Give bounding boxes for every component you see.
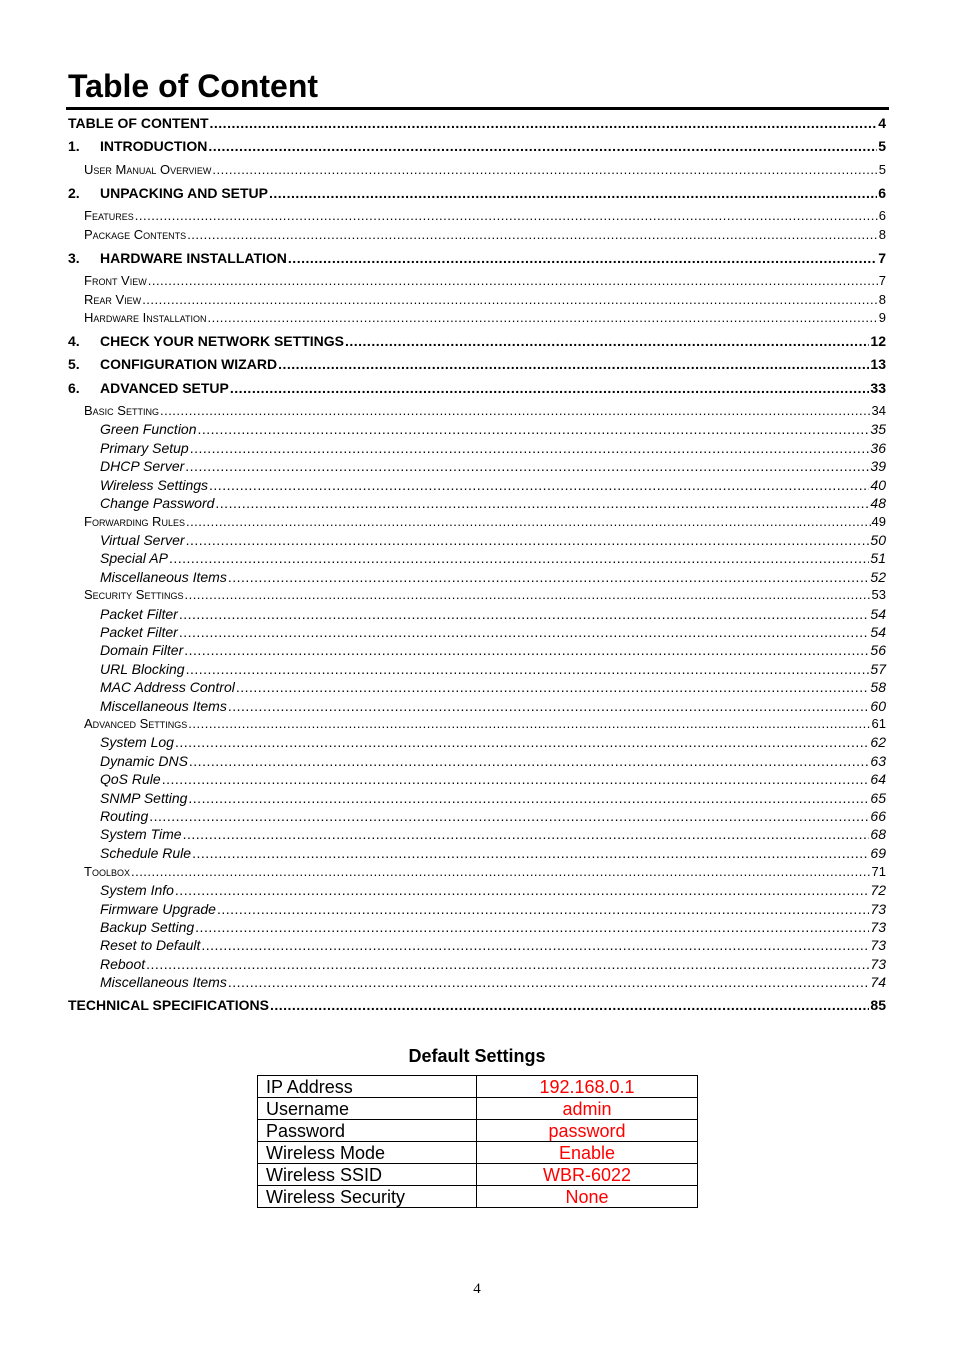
dot-leader <box>192 845 869 861</box>
dot-leader <box>230 380 870 396</box>
toc-entry[interactable] <box>68 550 886 566</box>
toc-page-number: 61 <box>871 716 886 731</box>
dot-leader <box>184 587 870 602</box>
toc-section-number: 6. <box>68 380 80 396</box>
toc-entry[interactable] <box>68 421 886 437</box>
toc-page-number: 73 <box>870 937 886 953</box>
toc-page-number: 5 <box>878 162 886 177</box>
toc-page-number: 50 <box>870 532 886 548</box>
dot-leader <box>215 495 869 511</box>
toc-entry-text: Routing <box>100 808 149 824</box>
toc-entry-text: HARDWARE INSTALLATION <box>100 250 287 266</box>
toc-entry-label <box>68 380 229 396</box>
toc-entry-text: Miscellaneous Items <box>100 974 227 990</box>
toc-entry[interactable] <box>68 771 886 787</box>
toc-entry-text: Dynamic DNS <box>100 753 188 769</box>
toc-entry-text: CONFIGURATION WIZARD <box>100 356 278 372</box>
toc-page-number: 58 <box>870 679 886 695</box>
toc-page-number: 54 <box>870 624 886 640</box>
toc-entry-text: TABLE OF CONTENT <box>68 115 209 131</box>
setting-name: Wireless SSID <box>258 1164 477 1186</box>
toc-entry-label <box>100 901 216 917</box>
toc-page-number: 68 <box>870 826 886 842</box>
dot-leader <box>185 458 869 474</box>
settings-row <box>258 1164 698 1186</box>
toc-page-number: 33 <box>870 380 886 396</box>
toc-entry-text: Special AP <box>100 550 168 566</box>
toc-entry[interactable] <box>68 882 886 898</box>
setting-name: Password <box>258 1120 477 1142</box>
toc-entry[interactable] <box>68 956 886 972</box>
toc-section-number: 5. <box>68 356 80 372</box>
toc-section-number: 4. <box>68 333 80 349</box>
toc-entry-text: Basic Setting <box>84 403 159 418</box>
toc-entry-text: Change Password <box>100 495 215 511</box>
dot-leader <box>186 661 870 677</box>
toc-entry-text: Miscellaneous Items <box>100 569 227 585</box>
toc-entry[interactable] <box>68 458 886 474</box>
toc-entry-text: Forwarding Rules <box>84 514 185 529</box>
page-title: Table of Content <box>68 68 319 104</box>
toc-entry-text: DHCP Server <box>100 458 185 474</box>
toc-entry-label <box>100 532 185 548</box>
dot-leader <box>201 937 869 953</box>
toc-page-number: 48 <box>870 495 886 511</box>
toc-entry-text: TECHNICAL SPECIFICATIONS <box>68 997 269 1013</box>
toc-page-number: 62 <box>870 734 886 750</box>
toc-page-number: 60 <box>870 698 886 714</box>
toc-entry-text: QoS Rule <box>100 771 161 787</box>
dot-leader <box>288 250 877 266</box>
toc-entry[interactable] <box>68 790 886 806</box>
toc-entry-label <box>100 642 183 658</box>
toc-entry[interactable] <box>68 514 886 529</box>
toc-entry-label <box>100 679 235 695</box>
toc-entry[interactable] <box>68 477 886 493</box>
dot-leader <box>179 606 870 622</box>
toc-entry-label <box>100 790 187 806</box>
toc-entry[interactable] <box>68 698 886 714</box>
toc-page-number: 65 <box>870 790 886 806</box>
dot-leader <box>208 138 877 154</box>
toc-entry-label <box>84 227 186 242</box>
default-settings-title: Default Settings <box>408 1046 546 1066</box>
toc-entry[interactable] <box>68 440 886 456</box>
dot-leader <box>142 292 878 307</box>
toc-entry[interactable] <box>68 310 886 325</box>
toc-entry[interactable] <box>68 734 886 750</box>
toc-entry[interactable] <box>68 162 886 177</box>
toc-entry-text: UNPACKING AND SETUP <box>100 185 269 201</box>
toc-entry-label <box>68 115 209 131</box>
dot-leader <box>236 679 870 695</box>
toc-entry[interactable] <box>68 753 886 769</box>
toc-entry[interactable] <box>68 587 886 602</box>
toc-page-number: 13 <box>870 356 886 372</box>
toc-entry-label <box>68 250 287 266</box>
toc-page-number: 73 <box>870 956 886 972</box>
toc-page-number: 85 <box>870 997 886 1013</box>
toc-page-number: 72 <box>870 882 886 898</box>
setting-value: None <box>477 1186 698 1208</box>
toc-entry-label <box>100 956 145 972</box>
toc-entry[interactable] <box>68 495 886 511</box>
default-settings-table <box>257 1075 698 1208</box>
toc-entry-text: Security Settings <box>84 587 184 602</box>
toc-entry[interactable] <box>68 185 886 201</box>
toc-entry[interactable] <box>68 333 886 349</box>
toc-page-number: 73 <box>870 919 886 935</box>
dot-leader <box>209 477 869 493</box>
dot-leader <box>188 790 869 806</box>
toc-entry-label <box>100 421 197 437</box>
toc-entry-text: Reset to Default <box>100 937 201 953</box>
dot-leader <box>228 974 870 990</box>
toc-entry-label <box>100 937 200 953</box>
toc-entry[interactable] <box>68 227 886 242</box>
settings-row <box>258 1120 698 1142</box>
toc-entry-text: ADVANCED SETUP <box>100 380 229 396</box>
dot-leader <box>148 273 878 288</box>
toc-entry[interactable] <box>68 380 886 396</box>
toc-entry-text: Package Contents <box>84 227 187 242</box>
toc-entry[interactable] <box>68 606 886 622</box>
toc-entry[interactable] <box>68 250 886 266</box>
toc-entry[interactable] <box>68 642 886 658</box>
toc-section-number: 1. <box>68 138 80 154</box>
toc-page-number: 57 <box>870 661 886 677</box>
toc-entry-label <box>100 771 161 787</box>
toc-page-number: 54 <box>870 606 886 622</box>
toc-section-number: 2. <box>68 185 80 201</box>
toc-page-number: 8 <box>878 292 886 307</box>
toc-entry[interactable] <box>68 901 886 917</box>
toc-entry-label <box>100 569 227 585</box>
toc-entry-label <box>100 698 227 714</box>
dot-leader <box>198 421 870 437</box>
toc-page-number: 52 <box>870 569 886 585</box>
toc-entry-label <box>84 273 147 288</box>
toc-page-number: 71 <box>871 864 886 879</box>
dot-leader <box>146 956 869 972</box>
toc-page-number: 7 <box>878 273 886 288</box>
toc-page-number: 39 <box>870 458 886 474</box>
toc-entry-text: Virtual Server <box>100 532 185 548</box>
setting-value: admin <box>477 1098 698 1120</box>
toc-entry-text: URL Blocking <box>100 661 185 677</box>
toc-page-number: 8 <box>878 227 886 242</box>
dot-leader <box>187 227 878 242</box>
dot-leader <box>184 642 869 658</box>
toc-entry-label <box>100 826 182 842</box>
toc-entry-label <box>100 808 148 824</box>
settings-row <box>258 1076 698 1098</box>
dot-leader <box>270 997 869 1013</box>
dot-leader <box>207 310 877 325</box>
toc-entry-text: Domain Filter <box>100 642 184 658</box>
setting-name: IP Address <box>258 1076 477 1098</box>
dot-leader <box>195 919 869 935</box>
toc-page-number: 36 <box>870 440 886 456</box>
toc-entry-label <box>100 458 184 474</box>
setting-name: Wireless Mode <box>258 1142 477 1164</box>
toc-page-number: 9 <box>878 310 886 325</box>
toc-page-number: 40 <box>870 477 886 493</box>
settings-row <box>258 1098 698 1120</box>
toc-entry-label <box>84 208 134 223</box>
toc-page-number: 5 <box>878 138 886 154</box>
toc-entry[interactable] <box>68 919 886 935</box>
toc-page-number: 6 <box>878 185 886 201</box>
toc-page-number: 73 <box>870 901 886 917</box>
toc-page-number: 56 <box>870 642 886 658</box>
toc-entry-text: Reboot <box>100 956 146 972</box>
toc-page-number: 53 <box>871 587 886 602</box>
toc-entry-text: System Info <box>100 882 174 898</box>
toc-entry[interactable] <box>68 569 886 585</box>
toc-entry-text: Primary Setup <box>100 440 189 456</box>
dot-leader <box>175 734 869 750</box>
setting-value: password <box>477 1120 698 1142</box>
dot-leader <box>135 208 878 223</box>
dot-leader <box>149 808 869 824</box>
toc-entry-label <box>100 845 191 861</box>
toc-entry-text: Toolbox <box>84 864 130 879</box>
dot-leader <box>179 624 870 640</box>
toc-entry-label <box>84 292 141 307</box>
toc-page-number: 49 <box>871 514 886 529</box>
toc-entry[interactable] <box>68 864 886 879</box>
toc-entry-text: System Log <box>100 734 174 750</box>
toc-page-number: 12 <box>870 333 886 349</box>
toc-entry-label <box>84 162 211 177</box>
toc-page-number: 35 <box>870 421 886 437</box>
toc-entry[interactable] <box>68 997 886 1013</box>
dot-leader <box>162 771 870 787</box>
dot-leader <box>189 753 870 769</box>
dot-leader <box>278 356 869 372</box>
toc-entry-label <box>84 514 185 529</box>
toc-entry-text: Front View <box>84 273 147 288</box>
toc-entry[interactable] <box>68 716 886 731</box>
setting-value: WBR-6022 <box>477 1164 698 1186</box>
dot-leader <box>160 403 871 418</box>
toc-entry-text: Rear View <box>84 292 142 307</box>
toc-page-number: 69 <box>870 845 886 861</box>
dot-leader <box>212 162 877 177</box>
toc-page-number: 6 <box>878 208 886 223</box>
setting-value: 192.168.0.1 <box>477 1076 698 1098</box>
page-number: 4 <box>473 1281 481 1297</box>
toc-entry-label <box>100 550 168 566</box>
toc-entry[interactable] <box>68 115 886 131</box>
toc-entry-text: CHECK YOUR NETWORK SETTINGS <box>100 333 344 349</box>
toc-entry-text: INTRODUCTION <box>100 138 208 154</box>
dot-leader <box>228 698 870 714</box>
toc-entry-label <box>84 310 206 325</box>
toc-entry[interactable] <box>68 679 886 695</box>
toc-entry[interactable] <box>68 292 886 307</box>
toc-entry-text: Firmware Upgrade <box>100 901 216 917</box>
dot-leader <box>183 826 870 842</box>
dot-leader <box>269 185 877 201</box>
toc-entry-label <box>100 661 185 677</box>
toc-entry-label <box>100 624 178 640</box>
title-underline <box>66 107 889 110</box>
dot-leader <box>190 440 870 456</box>
dot-leader <box>345 333 869 349</box>
toc-entry[interactable] <box>68 808 886 824</box>
dot-leader <box>169 550 869 566</box>
toc-entry[interactable] <box>68 826 886 842</box>
toc-entry-text: Miscellaneous Items <box>100 698 227 714</box>
setting-name: Wireless Security <box>258 1186 477 1208</box>
toc-entry[interactable] <box>68 273 886 288</box>
toc-entry-text: Green Function <box>100 421 197 437</box>
toc-entry-label <box>100 919 194 935</box>
toc-entry-label <box>100 734 174 750</box>
toc-page-number: 51 <box>870 550 886 566</box>
toc-entry[interactable] <box>68 661 886 677</box>
toc-entry-label <box>84 587 183 602</box>
toc-entry-label <box>100 440 189 456</box>
toc-entry-text: Backup Setting <box>100 919 195 935</box>
toc-entry-text: Advanced Settings <box>84 716 188 731</box>
dot-leader <box>228 569 870 585</box>
toc-entry-label <box>100 974 227 990</box>
toc-entry[interactable] <box>68 937 886 953</box>
dot-leader <box>188 716 870 731</box>
toc-page-number: 7 <box>878 250 886 266</box>
toc-entry[interactable] <box>68 845 886 861</box>
settings-row <box>258 1142 698 1164</box>
toc-entry-label <box>100 882 174 898</box>
toc-entry-label <box>100 495 214 511</box>
toc-entry-text: User Manual Overview <box>84 162 212 177</box>
toc-entry-text: Wireless Settings <box>100 477 209 493</box>
setting-name: Username <box>258 1098 477 1120</box>
toc-section-number: 3. <box>68 250 80 266</box>
toc-entry[interactable] <box>68 532 886 548</box>
toc-page-number: 34 <box>871 403 886 418</box>
toc-entry[interactable] <box>68 356 886 372</box>
toc-page-number: 4 <box>878 115 886 131</box>
toc-entry-text: SNMP Setting <box>100 790 188 806</box>
toc-entry-label <box>84 403 159 418</box>
toc-entry-text: Packet Filter <box>100 606 178 622</box>
toc-entry-label <box>68 138 207 154</box>
dot-leader <box>186 514 871 529</box>
toc-entry-label <box>100 477 208 493</box>
toc-entry-label <box>100 753 188 769</box>
dot-leader <box>217 901 869 917</box>
toc-entry[interactable] <box>68 624 886 640</box>
toc-entry-label <box>84 864 130 879</box>
toc-page-number: 64 <box>870 771 886 787</box>
dot-leader <box>131 864 871 879</box>
toc-entry-label <box>68 185 268 201</box>
toc-entry-text: Packet Filter <box>100 624 178 640</box>
toc-entry-label <box>68 356 277 372</box>
dot-leader <box>186 532 870 548</box>
toc-entry-label <box>68 997 269 1013</box>
toc-entry-label <box>100 606 178 622</box>
toc-entry[interactable] <box>68 974 886 990</box>
toc-entry[interactable] <box>68 208 886 223</box>
settings-row <box>258 1186 698 1208</box>
toc-entry-label <box>84 716 187 731</box>
toc-page-number: 74 <box>870 974 886 990</box>
setting-value: Enable <box>477 1142 698 1164</box>
toc-page-number: 63 <box>870 753 886 769</box>
toc-entry[interactable] <box>68 138 886 154</box>
toc-entry[interactable] <box>68 403 886 418</box>
toc-page-number: 66 <box>870 808 886 824</box>
toc-entry-text: Hardware Installation <box>84 310 207 325</box>
dot-leader <box>210 115 878 131</box>
toc-entry-text: Features <box>84 208 134 223</box>
toc-entry-text: System Time <box>100 826 182 842</box>
dot-leader <box>175 882 870 898</box>
toc-entry-label <box>68 333 344 349</box>
toc-entry-text: MAC Address Control <box>100 679 235 695</box>
toc-entry-text: Schedule Rule <box>100 845 192 861</box>
